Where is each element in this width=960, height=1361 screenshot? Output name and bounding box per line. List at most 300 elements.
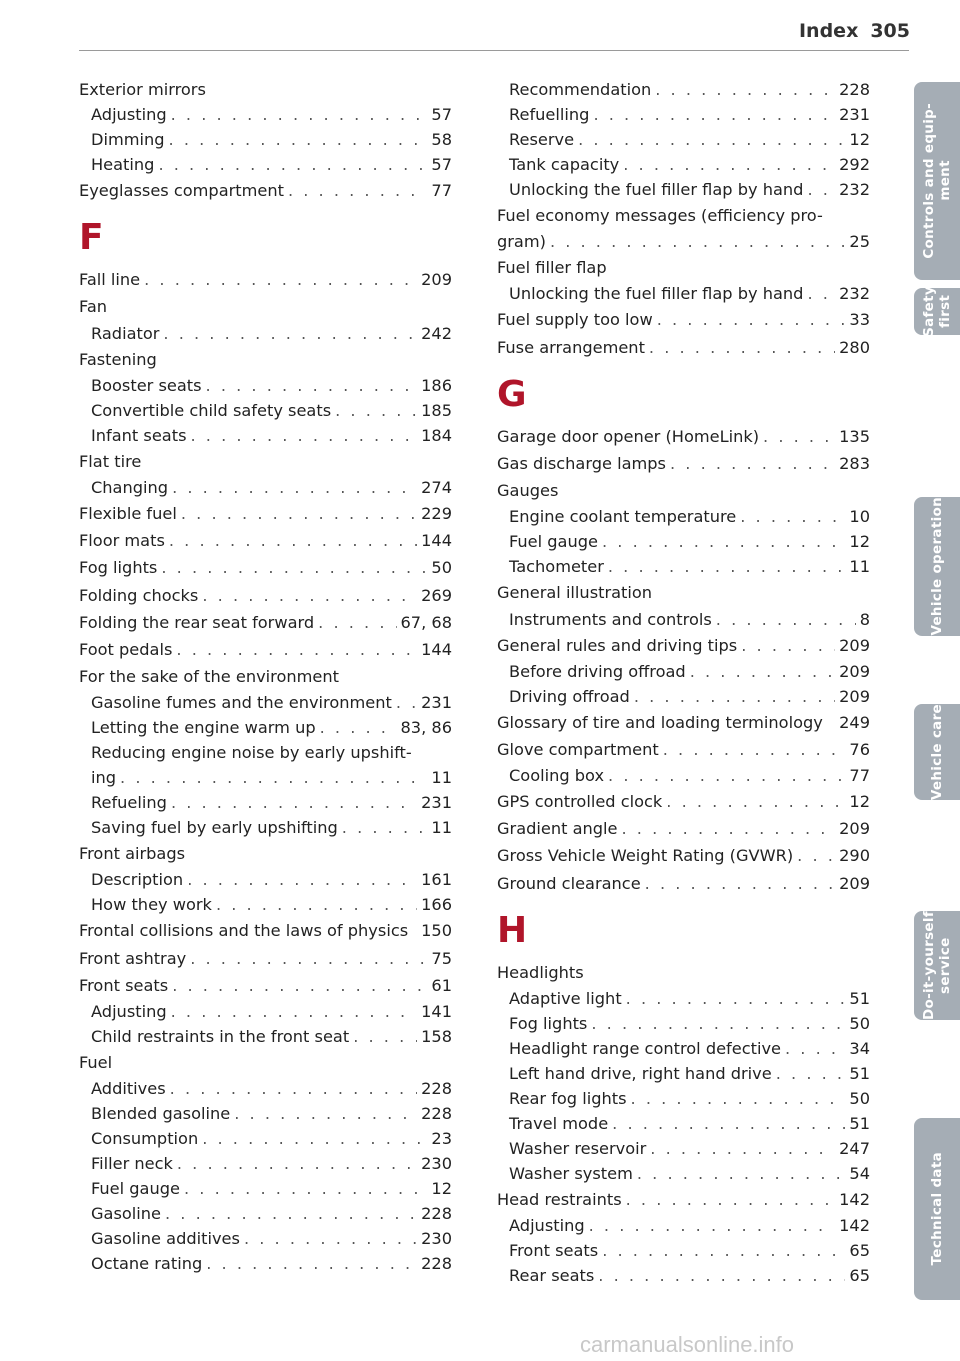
entry-page-number[interactable]: 230 <box>421 1154 452 1174</box>
index-subentry <box>79 765 452 790</box>
dot-leader <box>187 867 417 892</box>
index-subentry <box>497 177 870 202</box>
index-entry <box>79 636 452 663</box>
chapter-tab[interactable] <box>914 497 960 636</box>
dot-leader <box>807 281 835 306</box>
chapter-tab-label: Safety first <box>921 286 953 337</box>
entry-page-number[interactable]: 232 <box>839 284 870 304</box>
page-number: 305 <box>870 20 910 42</box>
entry-text: Description <box>91 870 184 890</box>
index-entry <box>497 815 870 842</box>
entry-page-number[interactable]: 10 <box>849 507 870 527</box>
index-subentry <box>497 1061 870 1086</box>
entry-page-number[interactable]: 280 <box>839 337 870 357</box>
entry-page-number[interactable]: 11 <box>431 818 452 838</box>
entry-text: For the sake of the environment <box>79 667 339 687</box>
entry-text: How they work <box>91 895 212 915</box>
entry-text: Gasoline <box>91 1204 162 1224</box>
entry-page-number[interactable]: 50 <box>849 1089 870 1108</box>
entry-page-number[interactable]: 232 <box>839 180 870 199</box>
index-subentry <box>497 763 870 788</box>
index-subentry <box>497 1161 870 1186</box>
index-entry <box>79 448 452 475</box>
index-subentry <box>497 1263 870 1288</box>
entry-text: Fan <box>79 297 108 317</box>
index-entry <box>79 346 452 373</box>
index-subentry <box>79 892 452 917</box>
entry-page-number[interactable]: 65 <box>849 1266 870 1286</box>
index-subentry <box>497 504 870 529</box>
dot-leader <box>206 373 418 398</box>
entry-text: Tachometer <box>509 557 604 577</box>
dot-leader <box>740 504 845 529</box>
entry-text: Adjusting <box>91 1002 167 1021</box>
entry-page-number[interactable]: 12 <box>849 792 870 812</box>
index-subentry <box>79 127 452 152</box>
index-entry <box>497 1186 870 1213</box>
index-entry <box>79 527 452 554</box>
entry-page-number[interactable]: 185 <box>421 400 452 420</box>
entry-page-number[interactable]: 231 <box>421 793 452 813</box>
entry-text: Fuel supply too low <box>497 310 653 330</box>
index-entry <box>497 306 870 333</box>
dot-leader <box>655 77 835 102</box>
entry-text: Travel mode <box>509 1114 609 1133</box>
entry-text: Flat tire <box>79 451 142 471</box>
entry-text: Foot pedals <box>79 639 173 659</box>
entry-page-number[interactable]: 61 <box>431 975 452 995</box>
index-entry <box>79 554 452 581</box>
index-subentry <box>497 1086 870 1111</box>
index-subentry <box>79 423 452 448</box>
index-entry <box>79 609 452 636</box>
dot-leader <box>144 266 417 293</box>
index-entry <box>79 917 452 944</box>
index-subentry <box>497 986 870 1011</box>
index-subentry <box>497 77 870 102</box>
dot-leader <box>176 636 417 663</box>
chapter-tab-label: Vehicle care <box>929 704 945 801</box>
index-entry <box>497 959 870 986</box>
dot-leader <box>165 1201 417 1226</box>
entry-text: Gasoline additives <box>91 1229 240 1249</box>
entry-page-number[interactable]: 34 <box>849 1039 870 1058</box>
entry-text: Frontal collisions and the laws of physics <box>79 921 409 941</box>
entry-text: Exterior mirrors <box>79 80 206 99</box>
entry-page-number[interactable]: 229 <box>421 503 452 523</box>
index-subentry <box>79 740 452 765</box>
chapter-tab-label: Technical data <box>929 1152 945 1266</box>
dot-leader <box>171 790 417 815</box>
entry-page-number[interactable]: 228 <box>839 80 870 99</box>
entry-page-number[interactable]: 23 <box>431 1129 452 1149</box>
dot-leader <box>288 177 427 204</box>
entry-text: Adjusting <box>509 1216 585 1236</box>
entry-page-number[interactable]: 166 <box>421 895 452 915</box>
dot-leader <box>170 1076 417 1101</box>
dot-leader <box>396 690 417 715</box>
entry-text: GPS controlled clock <box>497 792 663 812</box>
entry-page-number[interactable]: 51 <box>849 1114 870 1133</box>
entry-text: Ground clearance <box>497 873 641 893</box>
dot-leader <box>550 229 845 254</box>
entry-page-number[interactable]: 290 <box>839 846 870 866</box>
entry-text: Fuel <box>79 1053 113 1072</box>
entry-page-number[interactable]: 231 <box>421 693 452 713</box>
dot-leader <box>171 102 428 127</box>
entry-text: Front airbags <box>79 844 186 864</box>
entry-page-number[interactable]: 76 <box>849 739 870 759</box>
index-entry <box>497 842 870 869</box>
index-entry <box>497 632 870 659</box>
entry-text: Fuel gauge <box>91 1179 180 1199</box>
entry-page-number[interactable]: 51 <box>849 1064 870 1083</box>
index-entry <box>79 500 452 527</box>
index-subentry <box>497 1011 870 1036</box>
entry-page-number[interactable]: 54 <box>849 1164 870 1183</box>
dot-leader <box>650 1136 835 1161</box>
entry-text: Headlight range control defective <box>509 1039 781 1058</box>
entry-page-number[interactable]: 11 <box>431 768 452 788</box>
entry-text: Before driving offroad <box>509 661 686 681</box>
entry-text: Fuel filler flap <box>497 258 607 278</box>
entry-page-number[interactable]: 184 <box>421 425 452 445</box>
dot-leader <box>657 306 846 333</box>
index-subentry <box>79 373 452 398</box>
dot-leader <box>797 842 835 869</box>
entry-page-number[interactable]: 12 <box>849 532 870 552</box>
watermark: carmanualsonline.info <box>580 1332 795 1357</box>
entry-text: Gas discharge lamps <box>497 453 666 473</box>
dot-leader <box>206 1251 417 1276</box>
entry-text: Gauges <box>497 481 559 501</box>
dot-leader <box>158 152 427 177</box>
entry-page-number[interactable]: 57 <box>431 105 452 124</box>
entry-page-number[interactable]: 230 <box>421 1229 452 1249</box>
chapter-tab-label: Do-it-yourself service <box>921 911 953 1021</box>
entry-text: Engine coolant temperature <box>509 507 737 527</box>
entry-page-number[interactable]: 150 <box>421 921 452 941</box>
index-entry <box>497 334 870 361</box>
entry-text: General illustration <box>497 583 653 603</box>
index-entry <box>79 840 452 867</box>
entry-page-number[interactable]: 161 <box>421 870 452 890</box>
entry-text: Fuel gauge <box>509 532 598 552</box>
index-subentry <box>79 867 452 892</box>
entry-text: Fuse arrangement <box>497 337 645 357</box>
entry-text: Refuelling <box>509 105 590 124</box>
chapter-tab-label: Controls and equip- ment <box>921 103 953 259</box>
index-entry <box>79 663 452 690</box>
index-entry <box>79 77 452 102</box>
entry-page-number[interactable]: 231 <box>839 105 870 124</box>
index-subentry <box>79 398 452 423</box>
index-subentry <box>497 281 870 306</box>
dot-leader <box>634 684 835 709</box>
entry-page-number[interactable]: 209 <box>421 270 452 290</box>
entry-text: Gross Vehicle Weight Rating (GVWR) <box>497 846 794 866</box>
chapter-tab[interactable] <box>914 911 960 1020</box>
dot-leader <box>216 892 417 917</box>
index-entry <box>497 870 870 897</box>
index-subentry <box>497 554 870 579</box>
entry-text: gram) <box>497 232 546 252</box>
entry-text: Rear seats <box>509 1266 595 1286</box>
entry-text: Convertible child safety seats <box>91 400 332 420</box>
entry-text: Changing <box>91 477 169 497</box>
dot-leader <box>622 815 836 842</box>
dot-leader <box>335 398 417 423</box>
dot-leader <box>666 788 845 815</box>
entry-text: Reducing engine noise by early upshift- <box>91 743 412 763</box>
entry-text: Headlights <box>497 962 584 982</box>
entry-page-number[interactable]: 51 <box>849 989 870 1008</box>
entry-text: Fall line <box>79 270 141 290</box>
entry-page-number[interactable]: 292 <box>839 155 870 174</box>
dot-leader <box>608 763 845 788</box>
index-subentry <box>79 690 452 715</box>
entry-page-number[interactable]: 8 <box>859 609 870 629</box>
index-section-letter: F <box>79 217 104 259</box>
entry-text: Reserve <box>509 130 575 149</box>
index-entry <box>79 582 452 609</box>
entry-page-number[interactable]: 144 <box>421 531 452 551</box>
index-subentry <box>497 102 870 127</box>
entry-page-number[interactable]: 228 <box>421 1104 452 1124</box>
index-subentry <box>497 607 870 632</box>
index-section-letter: H <box>497 909 528 951</box>
dot-leader <box>631 1086 846 1111</box>
index-entry <box>79 945 452 972</box>
entry-text: Adaptive light <box>509 989 622 1008</box>
entry-text: Tank capacity <box>509 155 620 174</box>
index-entry <box>497 736 870 763</box>
index-subentry <box>79 152 452 177</box>
header-rule <box>79 50 909 51</box>
dot-leader <box>244 1226 417 1251</box>
chapter-tab[interactable] <box>914 704 960 800</box>
index-column-left <box>79 77 452 1276</box>
page-title: Index <box>798 20 859 42</box>
index-entry <box>497 477 870 504</box>
entry-text: Washer system <box>509 1164 633 1183</box>
dot-leader <box>171 999 417 1024</box>
entry-text: Additives <box>91 1079 166 1099</box>
dot-leader <box>637 1161 846 1186</box>
index-entry <box>497 450 870 477</box>
index-subentry <box>497 659 870 684</box>
dot-leader <box>120 765 427 790</box>
entry-text: Fastening <box>79 349 157 369</box>
dot-leader <box>234 1101 417 1126</box>
entry-page-number[interactable]: 228 <box>421 1079 452 1099</box>
entry-page-number[interactable]: 228 <box>421 1204 452 1224</box>
index-subentry <box>79 321 452 346</box>
entry-page-number[interactable]: 12 <box>431 1179 452 1199</box>
index-subentry <box>79 1076 452 1101</box>
dot-leader <box>623 152 835 177</box>
index-entry <box>497 229 870 254</box>
entry-text: Front ashtray <box>79 948 187 968</box>
index-subentry <box>79 475 452 500</box>
index-subentry <box>79 1226 452 1251</box>
dot-leader <box>177 1151 417 1176</box>
dot-leader <box>649 334 835 361</box>
index-entry <box>79 1049 452 1076</box>
dot-leader <box>626 986 846 1011</box>
entry-text: Gasoline fumes and the environment <box>91 693 392 713</box>
entry-text: Flexible fuel <box>79 503 177 523</box>
dot-leader <box>645 870 835 897</box>
index-subentry <box>497 684 870 709</box>
entry-page-number[interactable]: 11 <box>849 557 870 577</box>
index-subentry <box>79 102 452 127</box>
dot-leader <box>169 527 417 554</box>
entry-page-number[interactable]: 25 <box>849 232 870 252</box>
index-subentry <box>79 999 452 1024</box>
entry-page-number[interactable]: 186 <box>421 375 452 395</box>
dot-leader <box>626 1186 835 1213</box>
index-subentry <box>79 790 452 815</box>
entry-text: Letting the engine warm up <box>91 718 316 738</box>
entry-text: Filler neck <box>91 1154 173 1174</box>
entry-page-number[interactable]: 209 <box>839 873 870 893</box>
index-entry <box>79 293 452 320</box>
entry-text: Garage door opener (HomeLink) <box>497 426 760 446</box>
entry-text: Unlocking the fuel filler flap by hand <box>509 180 804 199</box>
dot-leader <box>161 554 427 581</box>
entry-page-number[interactable]: 77 <box>431 181 452 200</box>
entry-page-number[interactable]: 77 <box>849 766 870 786</box>
entry-text: Glossary of tire and loading terminology <box>497 712 823 732</box>
entry-text: Eyeglasses compartment <box>79 181 284 200</box>
entry-page-number[interactable]: 144 <box>421 639 452 659</box>
dot-leader <box>591 1011 845 1036</box>
entry-text: Fuel economy messages (efficiency pro- <box>497 206 823 225</box>
entry-page-number[interactable]: 57 <box>431 155 452 174</box>
entry-text: Saving fuel by early upshifting <box>91 818 338 838</box>
index-subentry <box>497 1036 870 1061</box>
entry-page-number[interactable]: 65 <box>849 1241 870 1261</box>
entry-page-number[interactable]: 142 <box>839 1190 870 1209</box>
dot-leader <box>741 632 835 659</box>
entry-page-number[interactable]: 12 <box>849 130 870 149</box>
entry-page-number[interactable]: 228 <box>421 1254 452 1274</box>
entry-text: Driving offroad <box>509 686 630 706</box>
entry-text: Consumption <box>91 1129 199 1149</box>
entry-page-number[interactable]: 209 <box>839 661 870 681</box>
entry-text: Refueling <box>91 793 167 813</box>
entry-page-number[interactable]: 249 <box>839 712 870 732</box>
index-subentry <box>497 152 870 177</box>
dot-leader <box>202 582 417 609</box>
index-subentry <box>497 529 870 554</box>
entry-text: Washer reservoir <box>509 1139 647 1158</box>
entry-text: Left hand drive, right hand drive <box>509 1064 772 1083</box>
entry-text: Radiator <box>91 323 160 343</box>
entry-page-number[interactable]: 33 <box>849 310 870 330</box>
entry-page-number[interactable]: 50 <box>431 558 452 578</box>
chapter-tab-label: Vehicle operation <box>929 497 945 636</box>
index-entry <box>497 254 870 281</box>
dot-leader <box>169 127 428 152</box>
chapter-tab[interactable] <box>914 1118 960 1300</box>
index-entry <box>497 423 870 450</box>
dot-leader <box>181 500 417 527</box>
dot-leader <box>593 102 835 127</box>
entry-text: Adjusting <box>91 105 167 124</box>
dot-leader <box>690 659 835 684</box>
entry-text: Octane rating <box>91 1254 203 1274</box>
entry-page-number[interactable]: 209 <box>839 635 870 655</box>
index-subentry <box>79 1126 452 1151</box>
index-subentry <box>79 1251 452 1276</box>
entry-text: Booster seats <box>91 375 202 395</box>
dot-leader <box>807 177 835 202</box>
entry-page-number[interactable]: 135 <box>839 426 870 446</box>
entry-page-number[interactable]: 242 <box>421 323 452 343</box>
index-subentry <box>79 1024 452 1049</box>
index-subentry <box>497 1111 870 1136</box>
entry-page-number[interactable]: 75 <box>431 948 452 968</box>
entry-text: Fog lights <box>79 558 158 578</box>
entry-page-number[interactable]: 158 <box>421 1027 452 1046</box>
entry-text: Front seats <box>79 975 169 995</box>
dot-leader <box>670 450 835 477</box>
entry-text: Recommendation <box>509 80 652 99</box>
index-subentry <box>79 1176 452 1201</box>
entry-page-number[interactable]: 209 <box>839 686 870 706</box>
index-entry <box>497 202 870 229</box>
entry-page-number[interactable]: 209 <box>839 819 870 839</box>
index-subentry <box>497 127 870 152</box>
entry-page-number[interactable]: 269 <box>421 585 452 605</box>
dot-leader <box>578 127 845 152</box>
dot-leader <box>602 1238 845 1263</box>
entry-page-number[interactable]: 50 <box>849 1014 870 1033</box>
entry-text: Heating <box>91 155 155 174</box>
dot-leader <box>318 609 396 636</box>
chapter-tab[interactable] <box>914 288 960 335</box>
chapter-tab[interactable] <box>914 82 960 280</box>
entry-page-number[interactable]: 283 <box>839 453 870 473</box>
entry-page-number[interactable]: 142 <box>839 1216 870 1236</box>
entry-text: Floor mats <box>79 531 165 551</box>
entry-page-number[interactable]: 247 <box>839 1139 870 1158</box>
index-entry <box>79 972 452 999</box>
index-entry <box>497 579 870 606</box>
dot-leader <box>172 475 417 500</box>
entry-text: Folding chocks <box>79 585 199 605</box>
entry-text: Child restraints in the front seat <box>91 1027 350 1046</box>
index-subentry <box>79 1101 452 1126</box>
index-entry <box>497 788 870 815</box>
index-subentry <box>79 815 452 840</box>
entry-page-number[interactable]: 83, 86 <box>400 718 452 738</box>
page-header <box>799 20 910 42</box>
index-subentry <box>79 715 452 740</box>
entry-page-number[interactable]: 67, 68 <box>400 612 452 632</box>
entry-text: Cooling box <box>509 766 605 786</box>
index-entry <box>79 177 452 204</box>
index-subentry <box>497 1238 870 1263</box>
entry-page-number[interactable]: 58 <box>431 130 452 149</box>
entry-page-number[interactable]: 274 <box>421 477 452 497</box>
entry-page-number[interactable]: 141 <box>421 1002 452 1021</box>
entry-text: Instruments and controls <box>509 609 712 629</box>
dot-leader <box>598 1263 845 1288</box>
dot-leader <box>320 715 397 740</box>
